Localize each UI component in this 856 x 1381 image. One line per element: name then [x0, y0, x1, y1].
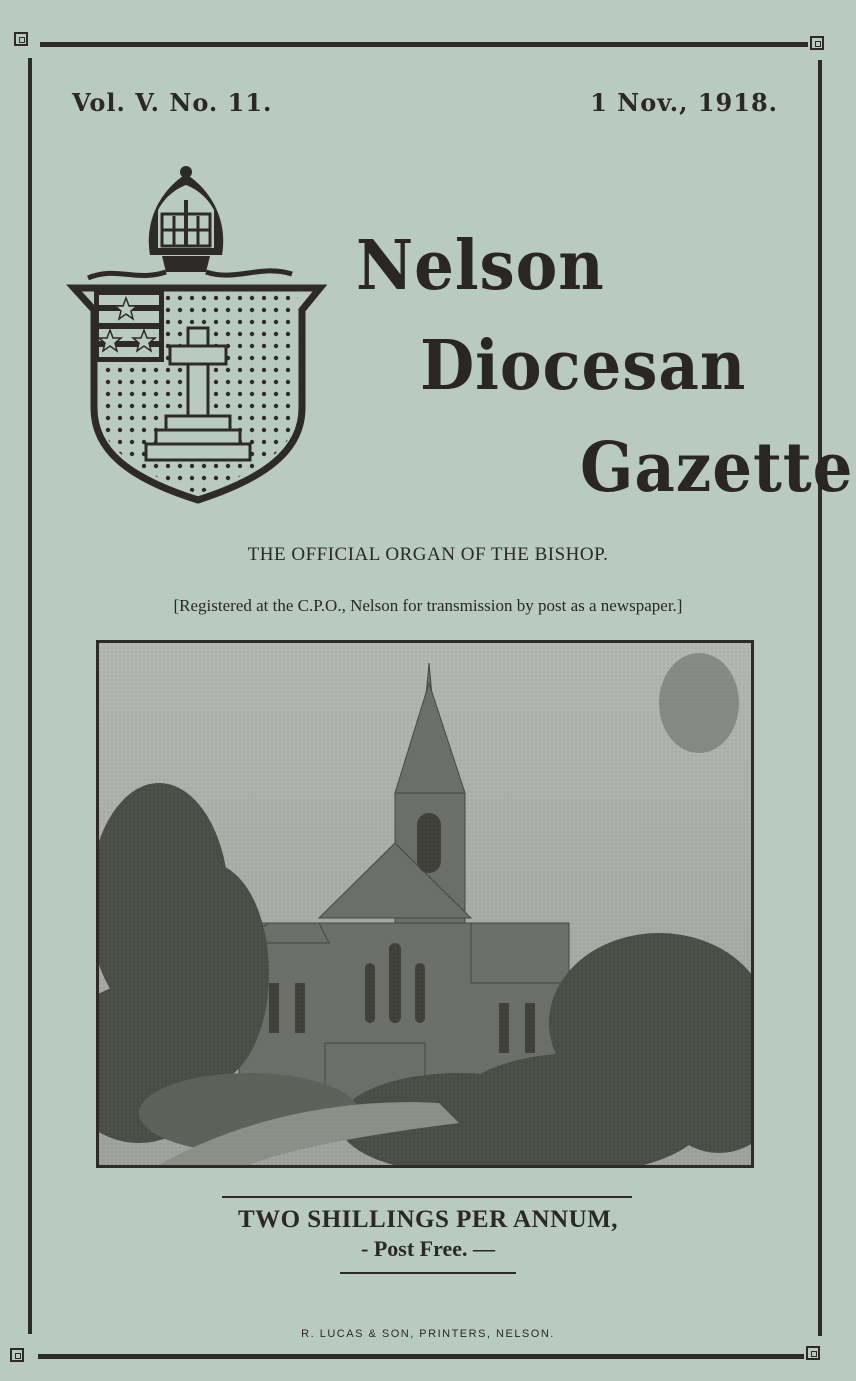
border-bottom [38, 1354, 804, 1359]
masthead-title-gazette: Gazette [580, 428, 854, 508]
crest-icon [66, 160, 328, 505]
post-free-note: - Post Free. — [361, 1236, 495, 1261]
subscription-price: TWO SHILLINGS PER ANNUM, [237, 1206, 619, 1233]
price-rule-bottom [340, 1272, 516, 1274]
corner-ornament-icon [806, 1346, 820, 1360]
masthead-title-diocesan: Diocesan [420, 326, 747, 406]
issue-date: 1 Nov., 1918. [590, 88, 778, 117]
corner-ornament-icon [10, 1348, 24, 1362]
border-right [818, 60, 822, 1336]
corner-ornament-icon [810, 36, 824, 50]
price-rule-top [222, 1196, 632, 1198]
printer-imprint: R. LUCAS & SON, PRINTERS, NELSON. [301, 1328, 555, 1340]
volume-number: Vol. V. No. 11. [72, 88, 273, 117]
mitre-icon [88, 166, 292, 278]
registration-notice: [Registered at the C.P.O., Nelson for transmission by post as a newspaper.] [173, 596, 683, 615]
border-top [40, 42, 808, 47]
masthead-title-nelson: Nelson [356, 226, 605, 306]
church-photograph [96, 640, 754, 1168]
border-left [28, 58, 32, 1334]
church-illustration-icon [99, 643, 751, 1165]
official-organ-subtitle: THE OFFICIAL ORGAN OF THE BISHOP. [247, 544, 609, 565]
corner-ornament-icon [14, 32, 28, 46]
